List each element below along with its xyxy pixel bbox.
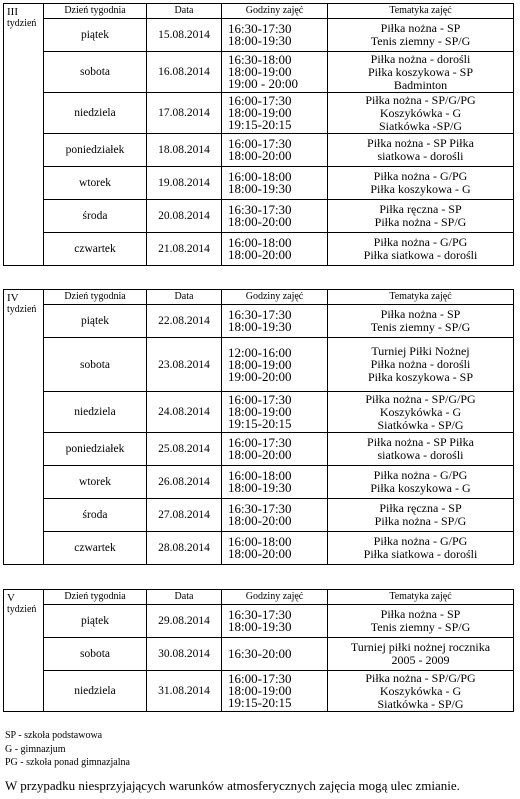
day-cell: piątek <box>44 305 147 338</box>
topic-cell <box>328 52 514 93</box>
day-cell: piątek <box>44 605 147 638</box>
hour-line: 18:00-20:00 <box>228 148 292 163</box>
week-label <box>4 4 44 266</box>
schedule-row <box>4 200 514 233</box>
hour-line: 16:00-17:30 <box>228 93 292 108</box>
schedule-row <box>4 638 514 671</box>
hour-line: 16:00-18:00 <box>228 169 292 184</box>
topic-line: Piłka nożna - G/PG <box>373 468 468 482</box>
hour-line: 16:00-18:00 <box>228 468 292 483</box>
hours-cell <box>222 19 328 52</box>
header-hours: Godziny zajęć <box>222 4 328 19</box>
hour-line: 19:00 - 20:00 <box>228 76 299 91</box>
hour-line: 16:00-18:00 <box>228 534 292 549</box>
topic-line: Piłka nożna - G/PG <box>373 235 468 249</box>
header-row <box>4 4 514 19</box>
schedule-row <box>4 338 514 392</box>
day-cell: sobota <box>44 52 147 93</box>
header-date: Data <box>147 590 222 605</box>
schedule-row <box>4 466 514 499</box>
week-number: III <box>7 6 18 18</box>
topic-cell <box>328 499 514 532</box>
hour-line: 16:30-17:30 <box>228 307 292 322</box>
hour-line: 19:00-20:00 <box>228 368 292 384</box>
date-cell: 28.08.2014 <box>147 532 222 565</box>
hour-line: 18:00-19:30 <box>228 319 292 334</box>
topic-line: Siatkówka -SP/G <box>378 118 462 133</box>
hours-cell <box>222 499 328 532</box>
header-topic: Tematyka zajęć <box>328 590 514 605</box>
header-topic: Tematyka zajęć <box>328 4 514 19</box>
hours-cell <box>222 167 328 200</box>
schedule-row <box>4 305 514 338</box>
topic-cell <box>328 466 514 499</box>
week-3-table <box>3 3 514 266</box>
hours-cell <box>222 433 328 466</box>
date-cell: 27.08.2014 <box>147 499 222 532</box>
hours-cell <box>222 671 328 712</box>
hour-line: 18:00-19:00 <box>228 404 292 419</box>
week-word: tydzień <box>7 304 37 315</box>
hour-line: 18:00-19:00 <box>228 356 292 372</box>
hour-line: 19:15-20:15 <box>228 117 292 132</box>
date-cell: 31.08.2014 <box>147 671 222 712</box>
hours-cell <box>222 93 328 134</box>
week-4-table <box>3 289 514 565</box>
date-cell: 17.08.2014 <box>147 93 222 134</box>
topic-line: Piłka ręczna - SP <box>379 501 462 515</box>
topic-line: Piłka nożna - SP Piłka <box>367 136 474 150</box>
day-cell: niedziela <box>44 93 147 134</box>
schedule-row <box>4 93 514 134</box>
day-cell: wtorek <box>44 466 147 499</box>
topic-line: 2005 - 2009 <box>391 653 450 667</box>
legend-sp: SP - szkoła podstawowa <box>5 730 103 741</box>
date-cell: 15.08.2014 <box>147 19 222 52</box>
hour-line: 18:00-20:00 <box>228 513 292 528</box>
header-hours: Godziny zajęć <box>222 590 328 605</box>
topic-line: Piłka nożna - SP/G/PG <box>365 670 476 685</box>
header-topic: Tematyka zajęć <box>328 290 514 305</box>
topic-line: Piłka koszykowa - G <box>370 481 471 495</box>
topic-line: Piłka nożna - SP <box>380 307 461 321</box>
hour-line: 16:00-18:00 <box>228 235 292 250</box>
topic-cell <box>328 200 514 233</box>
day-cell: piątek <box>44 19 147 52</box>
hour-line: 18:00-19:30 <box>228 619 292 634</box>
topic-cell <box>328 233 514 266</box>
hours-cell <box>222 605 328 638</box>
date-cell: 20.08.2014 <box>147 200 222 233</box>
hours-cell <box>222 200 328 233</box>
hours-cell <box>222 338 328 392</box>
header-day: Dzień tygodnia <box>44 290 147 305</box>
day-cell: sobota <box>44 338 147 392</box>
week-3-body <box>4 4 514 266</box>
hour-line: 18:00-19:00 <box>228 64 292 79</box>
topic-line: Piłka nożna - SP/G <box>374 514 467 528</box>
hour-line: 16:30-17:30 <box>228 501 292 516</box>
date-cell: 25.08.2014 <box>147 433 222 466</box>
topic-line: siatkowa - dorośli <box>377 448 464 462</box>
hours-cell <box>222 392 328 433</box>
topic-cell <box>328 433 514 466</box>
topic-cell <box>328 167 514 200</box>
header-date: Data <box>147 4 222 19</box>
hour-line: 16:30-17:30 <box>228 607 292 622</box>
topic-cell <box>328 93 514 134</box>
topic-line: Piłka ręczna - SP <box>379 202 462 216</box>
hour-line: 16:00-17:30 <box>228 136 292 151</box>
day-cell: wtorek <box>44 167 147 200</box>
hour-line: 18:00-20:00 <box>228 214 292 229</box>
day-cell: niedziela <box>44 671 147 712</box>
topic-line: Piłka nożna - SP <box>380 21 461 35</box>
hour-line: 18:00-19:00 <box>228 683 292 698</box>
day-cell: sobota <box>44 638 147 671</box>
schedule-row <box>4 167 514 200</box>
topic-line: Piłka koszykowa - SP <box>368 64 473 79</box>
legend-g: G - gimnazjum <box>5 743 66 755</box>
header-row <box>4 290 514 305</box>
day-cell: czwartek <box>44 532 147 565</box>
topic-line: Siatkówka - SP/G <box>377 696 464 711</box>
date-cell: 30.08.2014 <box>147 638 222 671</box>
topic-cell <box>328 638 514 671</box>
hour-line: 18:00-20:00 <box>228 247 292 262</box>
topic-cell <box>328 392 514 433</box>
header-row <box>4 590 514 605</box>
topic-line: Piłka nożna - G/PG <box>373 534 468 548</box>
hours-cell <box>222 638 328 671</box>
topic-line: Piłka nożna - dorośli <box>370 51 471 66</box>
topic-line: Koszykówka - G <box>379 404 462 419</box>
topic-line: Piłka nożna - SP/G/PG <box>365 92 476 107</box>
topic-line: Piłka nożna - G/PG <box>373 169 468 183</box>
header-day: Dzień tygodnia <box>44 590 147 605</box>
schedule-row <box>4 433 514 466</box>
week-number: V <box>7 592 15 604</box>
header-date: Data <box>147 290 222 305</box>
topic-cell <box>328 671 514 712</box>
hour-line: 16:00-17:30 <box>228 671 292 686</box>
hour-line: 12:00-16:00 <box>228 344 292 360</box>
topic-line: Turniej Piłki Nożnej <box>371 344 470 358</box>
topic-line: Piłka nożna - dorośli <box>370 357 471 371</box>
hours-cell <box>222 52 328 93</box>
topic-line: Tenis ziemny - SP/G <box>370 620 471 634</box>
day-cell: środa <box>44 200 147 233</box>
week-label <box>4 290 44 565</box>
week-label <box>4 590 44 712</box>
hour-line: 16:30-17:30 <box>228 21 292 36</box>
hour-line: 18:00-19:30 <box>228 480 292 495</box>
topic-cell <box>328 338 514 392</box>
header-hours: Godziny zajęć <box>222 290 328 305</box>
hour-line: 18:00-20:00 <box>228 447 292 462</box>
schedule-row <box>4 499 514 532</box>
hours-cell <box>222 134 328 167</box>
hours-cell <box>222 532 328 565</box>
schedule-row <box>4 19 514 52</box>
week-5-table <box>3 589 514 712</box>
weather-note: W przypadku niesprzyjających warunków atmosferycznych zajęcia mogą ulec zmianie. <box>5 778 460 793</box>
legend <box>5 729 130 770</box>
topic-line: Piłka nożna - SP/G/PG <box>365 391 476 406</box>
hour-line: 16:30-18:00 <box>228 52 292 67</box>
schedule-row <box>4 134 514 167</box>
schedule-row <box>4 392 514 433</box>
schedule-row <box>4 52 514 93</box>
day-cell: poniedziałek <box>44 433 147 466</box>
date-cell: 21.08.2014 <box>147 233 222 266</box>
hour-line: 18:00-20:00 <box>228 546 292 561</box>
topic-line: Tenis ziemny - SP/G <box>370 34 471 48</box>
hour-line: 16:30-17:30 <box>228 202 292 217</box>
topic-line: Tenis ziemny - SP/G <box>370 320 471 334</box>
hour-line: 18:00-19:30 <box>228 181 292 196</box>
hour-line: 16:00-17:30 <box>228 435 292 450</box>
hour-line: 19:15-20:15 <box>228 695 292 710</box>
topic-line: Badminton <box>393 77 448 92</box>
topic-cell <box>328 532 514 565</box>
schedule-row <box>4 605 514 638</box>
day-cell: niedziela <box>44 392 147 433</box>
week-word: tydzień <box>7 604 37 615</box>
hour-line: 19:15-20:15 <box>228 416 292 431</box>
hours-cell <box>222 305 328 338</box>
topic-line: Koszykówka - G <box>379 683 462 698</box>
week-word: tydzień <box>7 18 37 29</box>
hour-line: 16:00-17:30 <box>228 392 292 407</box>
topic-line: Koszykówka - G <box>379 105 462 120</box>
hour-line: 18:00-19:30 <box>228 33 292 48</box>
week-number: IV <box>7 292 19 304</box>
schedule-row <box>4 532 514 565</box>
date-cell: 19.08.2014 <box>147 167 222 200</box>
week-4-body <box>4 290 514 565</box>
topic-line: Piłka koszykowa - G <box>370 182 471 196</box>
legend-pg: PG - szkoła ponad gimnazjalna <box>5 757 130 768</box>
topic-line: Turniej piłki nożnej rocznika <box>350 640 491 654</box>
topic-line: Piłka nożna - SP <box>380 607 461 621</box>
hours-cell <box>222 233 328 266</box>
topic-cell <box>328 19 514 52</box>
date-cell: 16.08.2014 <box>147 52 222 93</box>
date-cell: 18.08.2014 <box>147 134 222 167</box>
topic-line: Piłka siatkowa - dorośli <box>363 248 478 262</box>
hours-cell <box>222 466 328 499</box>
date-cell: 29.08.2014 <box>147 605 222 638</box>
date-cell: 22.08.2014 <box>147 305 222 338</box>
topic-cell <box>328 305 514 338</box>
topic-line: Piłka nożna - SP/G <box>374 215 467 229</box>
topic-line: Piłka koszykowa - SP <box>368 370 473 384</box>
topic-cell <box>328 605 514 638</box>
day-cell: czwartek <box>44 233 147 266</box>
date-cell: 23.08.2014 <box>147 338 222 392</box>
date-cell: 26.08.2014 <box>147 466 222 499</box>
header-day: Dzień tygodnia <box>44 4 147 19</box>
hour-line: 18:00-19:00 <box>228 105 292 120</box>
topic-cell <box>328 134 514 167</box>
day-cell: poniedziałek <box>44 134 147 167</box>
topic-line: Piłka siatkowa - dorośli <box>363 547 478 561</box>
week-5-body <box>4 590 514 712</box>
topic-line: siatkowa - dorośli <box>377 149 464 163</box>
topic-line: Piłka nożna - SP Piłka <box>367 435 474 449</box>
schedule-row <box>4 671 514 712</box>
day-cell: środa <box>44 499 147 532</box>
hour-line: 16:30-20:00 <box>228 646 292 661</box>
topic-line: Siatkówka - SP/G <box>377 417 464 432</box>
schedule-row <box>4 233 514 266</box>
date-cell: 24.08.2014 <box>147 392 222 433</box>
